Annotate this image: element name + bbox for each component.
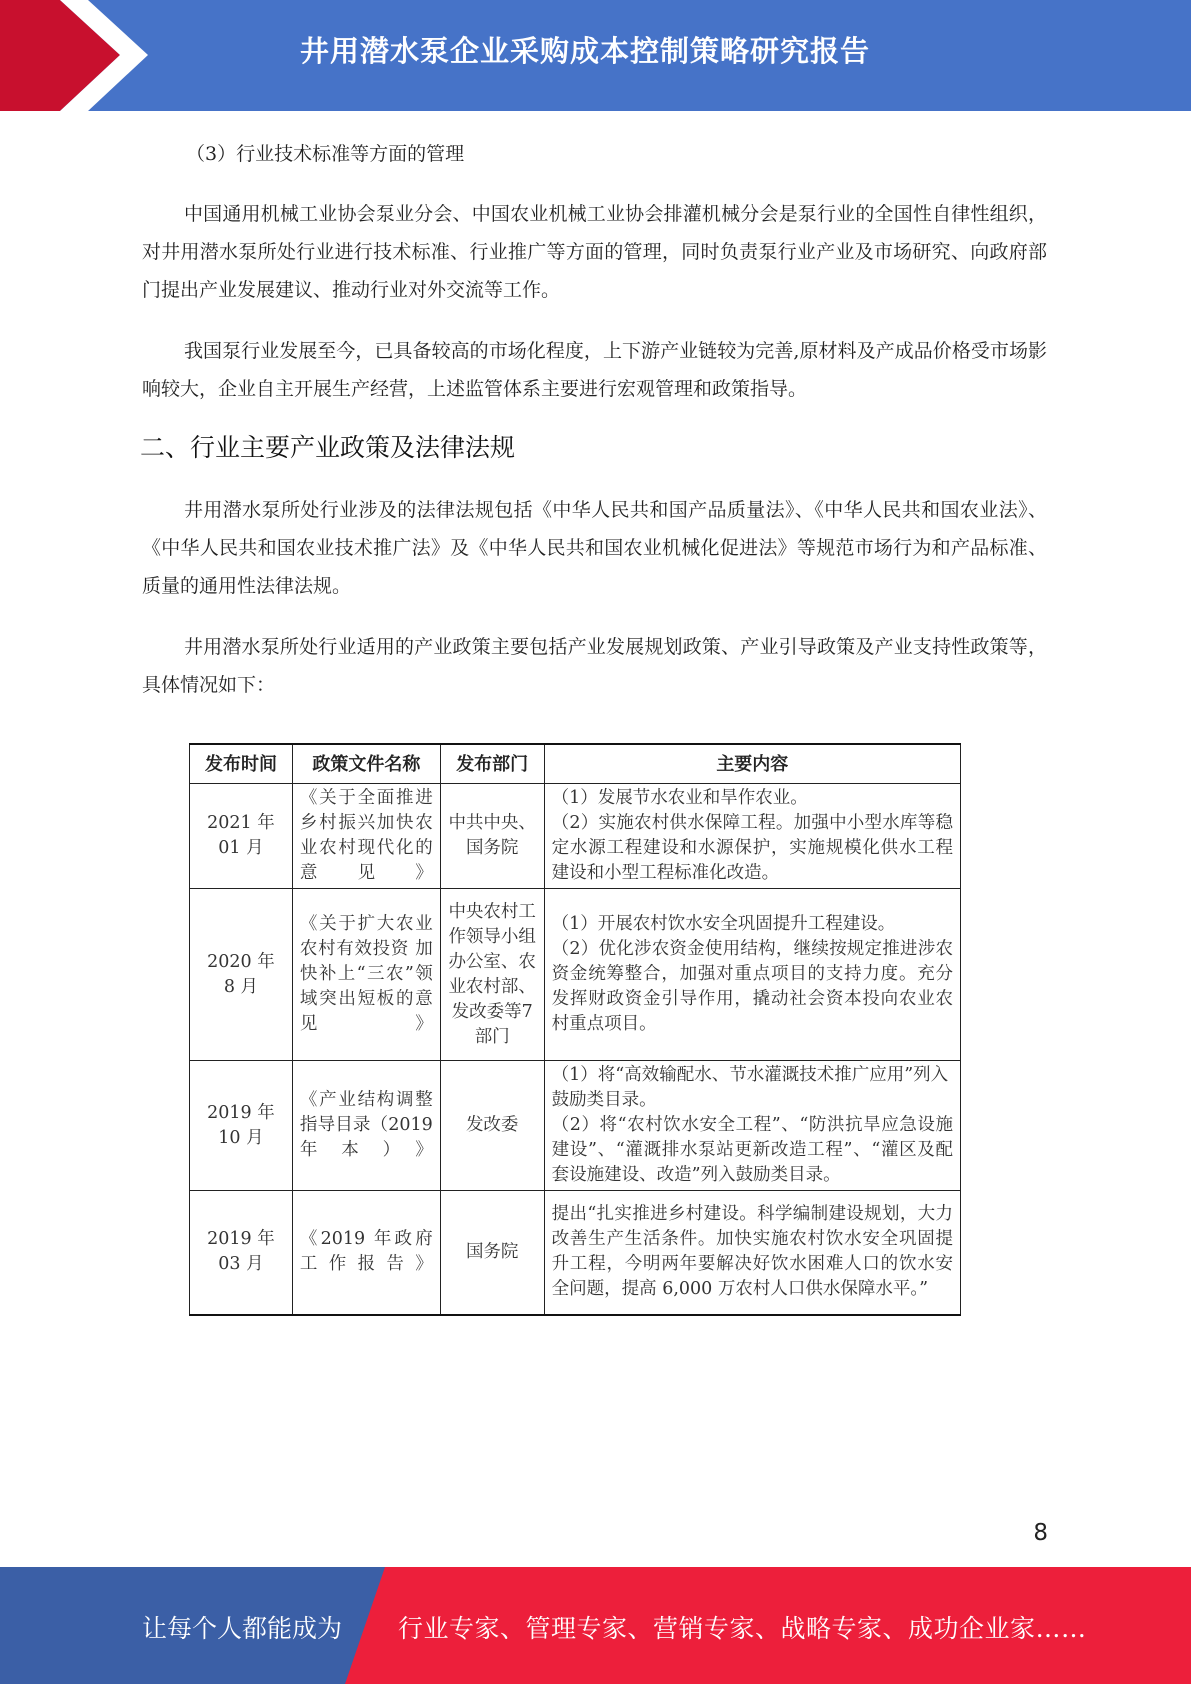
cell-date: 2021 年 01 月 <box>190 784 293 889</box>
cell-content: （1）将“高效输配水、节水灌溉技术推广应用”列入鼓励类目录。 （2）将“农村饮水安全工程”、“防洪抗旱应急设施建设”、“灌溉排水泵站更新改造工程”、“灌区及配套设施建设、改造”列入鼓励类目录。 <box>544 1061 960 1191</box>
header-title: 井用潜水泵企业采购成本控制策略研究报告 <box>300 34 871 68</box>
footer-slogan-left: 让每个人都能成为 <box>142 1614 343 1643</box>
cell-content: （1）发展节水农业和旱作农业。 （2）实施农村供水保障工程。加强中小型水库等稳定水源工程建设和水源保护，实施规模化供水工程建设和小型工程标准化改造。 <box>544 784 960 889</box>
column-header-dept: 发布部门 <box>440 744 544 784</box>
cell-name: 《产业结构调整指导目录（2019 年本）》 <box>292 1061 440 1191</box>
table-row <box>190 1061 961 1191</box>
cell-content: （1）开展农村饮水安全巩固提升工程建设。 （2）优化涉农资金使用结构，继续按规定推进涉农资金统筹整合，加强对重点项目的支持力度。充分发挥财政资金引导作用，撬动社会资本投向农业农村重点项目。 <box>544 889 960 1061</box>
column-header-name: 政策文件名称 <box>292 744 440 784</box>
cell-date: 2020 年 8 月 <box>190 889 293 1061</box>
sub-heading: （3）行业技术标准等方面的管理 <box>186 143 465 165</box>
cell-content: 提出“扎实推进乡村建设。科学编制建设规划，大力改善生产生活条件。加快实施农村饮水安全巩固提升工程，今明两年要解决好饮水困难人口的饮水安全问题，提高 6,000 万农村人口供水保障水平。” <box>544 1191 960 1315</box>
cell-date: 2019 年 10 月 <box>190 1061 293 1191</box>
section-title: 二、行业主要产业政策及法律法规 <box>140 433 516 462</box>
cell-date: 2019 年 03 月 <box>190 1191 293 1315</box>
policy-table <box>189 743 961 1316</box>
paragraph-2: 我国泵行业发展至今，已具备较高的市场化程度，上下游产业链较为完善,原材料及产成品价格受市场影响较大，企业自主开展生产经营，上述监管体系主要进行宏观管理和政策指导。 <box>142 340 1047 400</box>
paragraph-4: 井用潜水泵所处行业适用的产业政策主要包括产业发展规划政策、产业引导政策及产业支持性政策等，具体情况如下： <box>142 636 1047 696</box>
table-row <box>190 1191 961 1315</box>
cell-name: 《2019 年政府工作报告》 <box>292 1191 440 1315</box>
page-header <box>0 0 1191 111</box>
cell-name: 《关于扩大农业农村有效投资 加快补上“三农”领域突出短板的意见》 <box>292 889 440 1061</box>
table-row <box>190 784 961 889</box>
table-header-row <box>190 744 961 784</box>
paragraph-3: 井用潜水泵所处行业涉及的法律法规包括《中华人民共和国产品质量法》、《中华人民共和国农业法》、《中华人民共和国农业技术推广法》及《中华人民共和国农业机械化促进法》等规范市场行为和产品标准、质量的通用性法律法规。 <box>142 499 1047 597</box>
footer-slogan-right: 行业专家、管理专家、营销专家、战略专家、成功企业家…… <box>398 1614 1087 1643</box>
cell-name: 《关于全面推进乡村振兴加快农业农村现代化的意见》 <box>292 784 440 889</box>
table-row <box>190 889 961 1061</box>
column-header-date: 发布时间 <box>190 744 293 784</box>
page-number: 8 <box>1033 1520 1048 1546</box>
cell-dept: 国务院 <box>440 1191 544 1315</box>
column-header-content: 主要内容 <box>544 744 960 784</box>
page-footer <box>0 1567 1191 1684</box>
header-chevron-icon <box>0 0 160 111</box>
cell-dept: 中央农村工作领导小组办公室、农业农村部、发改委等7部门 <box>440 889 544 1061</box>
document-body <box>142 135 1047 727</box>
cell-dept: 中共中央、国务院 <box>440 784 544 889</box>
paragraph-1: 中国通用机械工业协会泵业分会、中国农业机械工业协会排灌机械分会是泵行业的全国性自律性组织，对井用潜水泵所处行业进行技术标准、行业推广等方面的管理，同时负责泵行业产业及市场研究、向政府部门提出产业发展建议、推动行业对外交流等工作。 <box>142 203 1047 301</box>
cell-dept: 发改委 <box>440 1061 544 1191</box>
